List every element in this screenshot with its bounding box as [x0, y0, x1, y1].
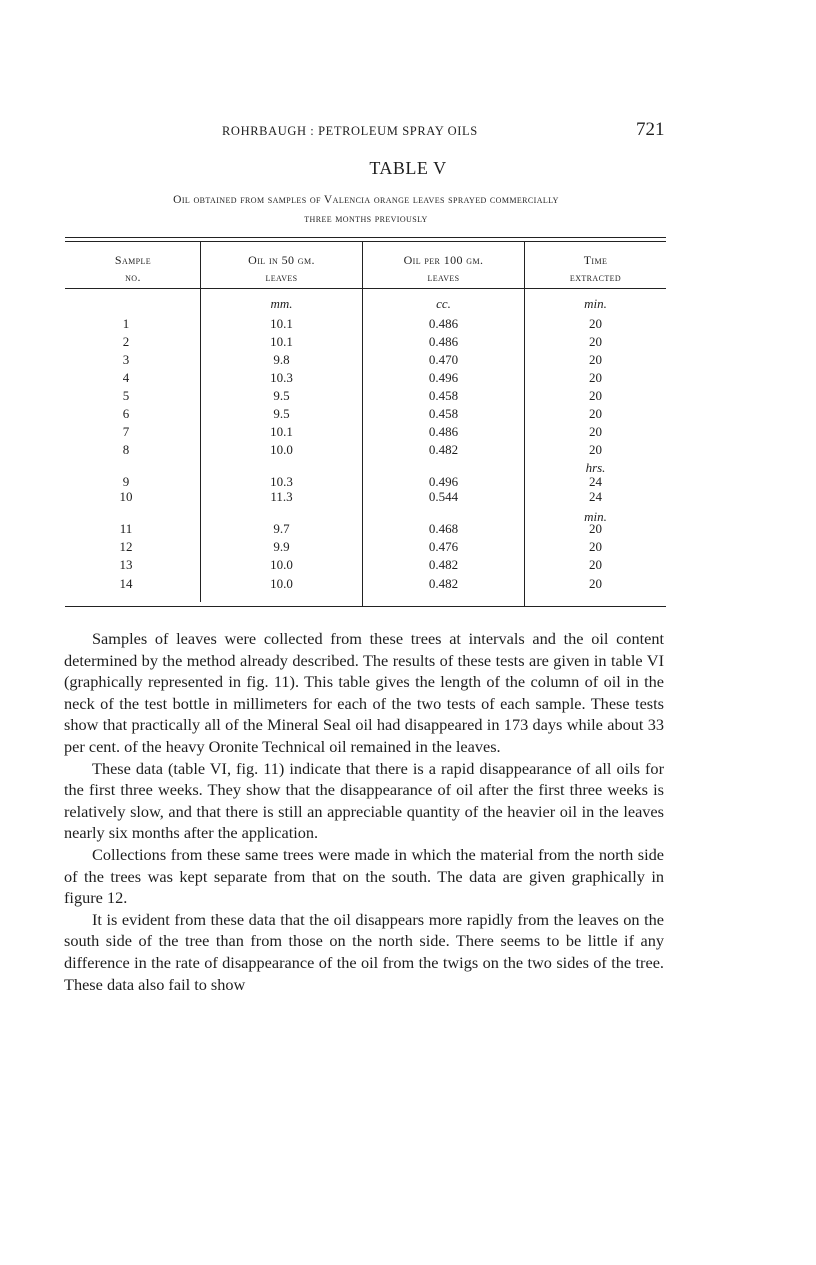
table-caption-line-1: Oil obtained from samples of Valencia orange leaves sprayed commercially: [173, 194, 559, 206]
table-cell-oil-100: 0.482: [428, 557, 459, 572]
table-cell-sample: 12: [119, 539, 133, 554]
table-cell-sample: 1: [122, 316, 130, 331]
table-cell-oil-100: 0.476: [428, 539, 459, 554]
table-cell-sample: 11: [119, 521, 133, 536]
running-title: ROHRBAUGH : PETROLEUM SPRAY OILS: [222, 124, 478, 138]
table-cell-oil-50: 10.0: [270, 576, 293, 591]
table-cell-sample: 13: [119, 557, 133, 572]
table-cell-time: 20: [589, 316, 602, 331]
table-cell-time: 20: [589, 334, 602, 349]
table-top-rule: [65, 237, 666, 238]
column-header-oil-100: Oil per 100 gm. leaves: [403, 253, 484, 284]
table-cell-oil-100: 0.496: [428, 474, 459, 489]
column-header-sample: Sample no.: [114, 253, 152, 284]
table-cell-time: 20: [589, 352, 602, 367]
table-cell-oil-50: 10.0: [270, 557, 293, 572]
table-cell-sample: 4: [122, 370, 130, 385]
table-cell-oil-100: 0.486: [428, 334, 459, 349]
table-top-rule-2: [65, 241, 666, 242]
table-cell-time: 20: [589, 557, 602, 572]
table-cell-oil-50: 9.5: [273, 406, 290, 421]
paragraph: Collections from these same trees were made in which the material from the north side of the trees was kept separate from that on the south. The data are given graphically in figure 12.: [64, 844, 664, 908]
table-cell-oil-100: 0.482: [428, 576, 459, 591]
table-cell-sample: 8: [122, 442, 130, 457]
unit-change-minutes: min.: [584, 509, 607, 524]
table-cell-sample: 6: [122, 406, 130, 421]
table-cell-oil-100: 0.496: [428, 370, 459, 385]
table-cell-oil-50: 10.3: [270, 474, 293, 489]
table-cell-oil-100: 0.458: [428, 388, 459, 403]
table-cell-sample: 3: [122, 352, 130, 367]
column-header-oil-50: Oil in 50 gm. leaves: [248, 253, 315, 284]
table-cell-time: 20: [589, 442, 602, 457]
table-cell-oil-100: 0.458: [428, 406, 459, 421]
table-cell-time: 24: [589, 474, 602, 489]
table-cell-time: 24: [589, 489, 602, 504]
unit-label-oil-100: cc.: [436, 296, 451, 311]
table-cell-time: 20: [589, 539, 602, 554]
table-cell-sample: 2: [122, 334, 130, 349]
table-cell-time: 20: [589, 521, 602, 536]
unit-change-hours: hrs.: [585, 460, 606, 475]
table-cell-sample: 7: [122, 424, 130, 439]
table-cell-time: 20: [589, 388, 602, 403]
table-caption-line-2: three months previously: [304, 213, 428, 225]
column-header-time: Time extracted: [569, 253, 622, 284]
table-cell-oil-100: 0.482: [428, 442, 459, 457]
running-head: [0, 119, 816, 144]
page-number: 721: [636, 119, 665, 140]
table-cell-oil-100: 0.486: [428, 424, 459, 439]
unit-label-oil-50: mm.: [270, 296, 293, 311]
table-cell-oil-50: 10.3: [270, 370, 293, 385]
body-text: [64, 628, 664, 995]
header-rule: [65, 288, 666, 289]
table-cell-time: 20: [589, 406, 602, 421]
paragraph: These data (table VI, fig. 11) indicate that there is a rapid disappearance of all oils for the first three weeks. They show that the disappearance of oil after the first three weeks is relatively slow, and that there is still an appreciable quantity of the heavier oil in the leaves nearly six months after the application.: [64, 758, 664, 843]
table-cell-oil-50: 9.8: [273, 352, 290, 367]
table-cell-time: 20: [589, 576, 602, 591]
table-title: TABLE V: [369, 158, 447, 178]
table-bottom-rule: [65, 606, 666, 607]
table-cell-oil-50: 10.1: [270, 424, 293, 439]
table-cell-sample: 10: [119, 489, 133, 504]
table-cell-time: 20: [589, 370, 602, 385]
unit-label-time: min.: [584, 296, 607, 311]
table-cell-oil-50: 9.5: [273, 388, 290, 403]
table-cell-sample: 9: [122, 474, 130, 489]
table-cell-oil-100: 0.544: [428, 489, 459, 504]
table-cell-oil-50: 9.9: [273, 539, 290, 554]
table-cell-oil-50: 10.1: [270, 316, 293, 331]
table-cell-oil-100: 0.470: [428, 352, 459, 367]
table-cell-oil-100: 0.468: [428, 521, 459, 536]
paragraph: Samples of leaves were collected from these trees at intervals and the oil content determined by the method already described. The results of these tests are given in table VI (graphically represented in fig. 11). This table gives the length of the column of oil in the neck of the test bottle in millimeters for each of the two tests of each sample. These tests show that practically all of the Mineral Seal oil had disappeared in 173 days while about 33 per cent. of the heavy Oronite Technical oil remained in the leaves.: [64, 629, 664, 756]
table-cell-oil-50: 9.7: [273, 521, 290, 536]
table-caption: [66, 191, 666, 229]
table-cell-oil-50: 11.3: [270, 489, 293, 504]
table-cell-oil-100: 0.486: [428, 316, 459, 331]
table-cell-time: 20: [589, 424, 602, 439]
table-cell-oil-50: 10.1: [270, 334, 293, 349]
paragraph: It is evident from these data that the oil disappears more rapidly from the leaves on the south side of the tree than from those on the north side. There seems to be little if any difference in the rate of disappearance of the oil from the twigs on the two sides of the tree. These data also fail to show: [64, 909, 664, 994]
table-cell-sample: 5: [122, 388, 130, 403]
table-cell-oil-50: 10.0: [270, 442, 293, 457]
table-cell-sample: 14: [119, 576, 133, 591]
